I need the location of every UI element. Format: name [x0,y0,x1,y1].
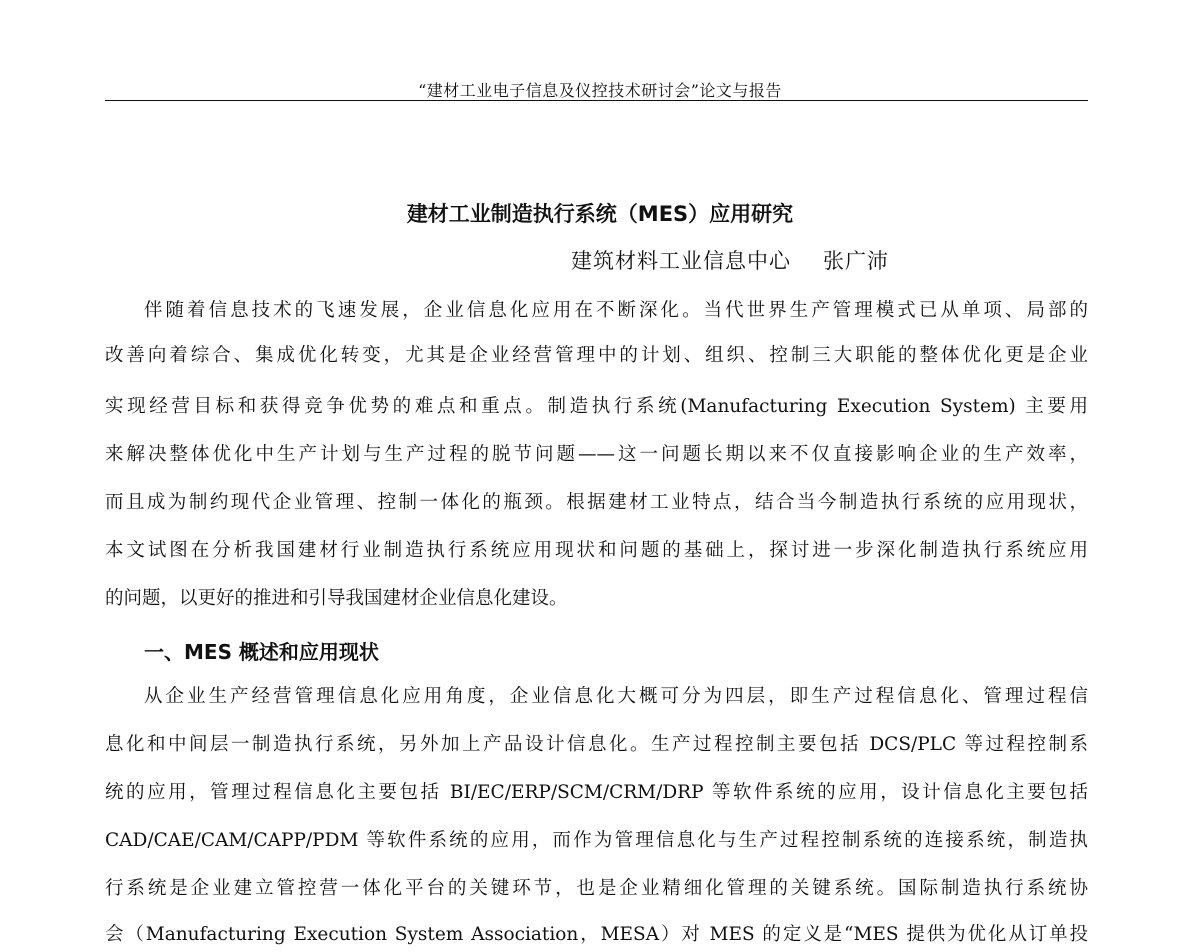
paragraph-line: 息化和中间层一制造执行系统，另外加上产品设计信息化。生产过程控制主要包括 DCS/PLC 等过程控制系 [105,734,1088,755]
header-rule [105,100,1088,101]
paragraph-line: 本文试图在分析我国建材行业制造执行系统应用现状和问题的基础上，探讨进一步深化制造执行系统应用 [105,540,1088,561]
paragraph-line: 伴随着信息技术的飞速发展，企业信息化应用在不断深化。当代世界生产管理模式已从单项、局部的 [144,300,1088,321]
paragraph-line: 实现经营目标和获得竞争优势的难点和重点。制造执行系统(Manufacturing Execution System) 主要用 [105,396,1088,417]
paragraph-line: 统的应用，管理过程信息化主要包括 BI/EC/ERP/SCM/CRM/DRP 等软件系统的应用，设计信息化主要包括 [105,782,1088,803]
author-affiliation: 建筑材料工业信息中心 [571,249,791,273]
paragraph-line: 的问题，以更好的推进和引导我国建材企业信息化建设。 [105,588,568,609]
author-name: 张广沛 [823,249,889,273]
running-header: “建材工业电子信息及仪控技术研讨会”论文与报告 [418,81,782,100]
paragraph-line: 行系统是企业建立管控营一体化平台的关键环节，也是企业精细化管理的关键系统。国际制造执行系统协 [105,878,1088,899]
paragraph-line: CAD/CAE/CAM/CAPP/PDM 等软件系统的应用，而作为管理信息化与生产过程控制系统的连接系统，制造执 [105,830,1088,851]
byline [0,245,1200,275]
paper-title: 建材工业制造执行系统（MES）应用研究 [406,202,794,226]
paragraph-line: 会（Manufacturing Execution System Association，MESA）对 MES 的定义是“MES 提供为优化从订单投 [105,924,1088,945]
paragraph-line: 从企业生产经营管理信息化应用角度，企业信息化大概可分为四层，即生产过程信息化、管理过程信 [144,686,1088,707]
section-heading: 一、MES 概述和应用现状 [144,640,379,664]
paragraph-line: 来解决整体优化中生产计划与生产过程的脱节问题——这一问题长期以来不仅直接影响企业的生产效率， [105,444,1088,465]
paragraph-line: 改善向着综合、集成优化转变，尤其是企业经营管理中的计划、组织、控制三大职能的整体优化更是企业 [105,345,1088,366]
paragraph-line: 而且成为制约现代企业管理、控制一体化的瓶颈。根据建材工业特点，结合当今制造执行系统的应用现状， [105,492,1088,513]
